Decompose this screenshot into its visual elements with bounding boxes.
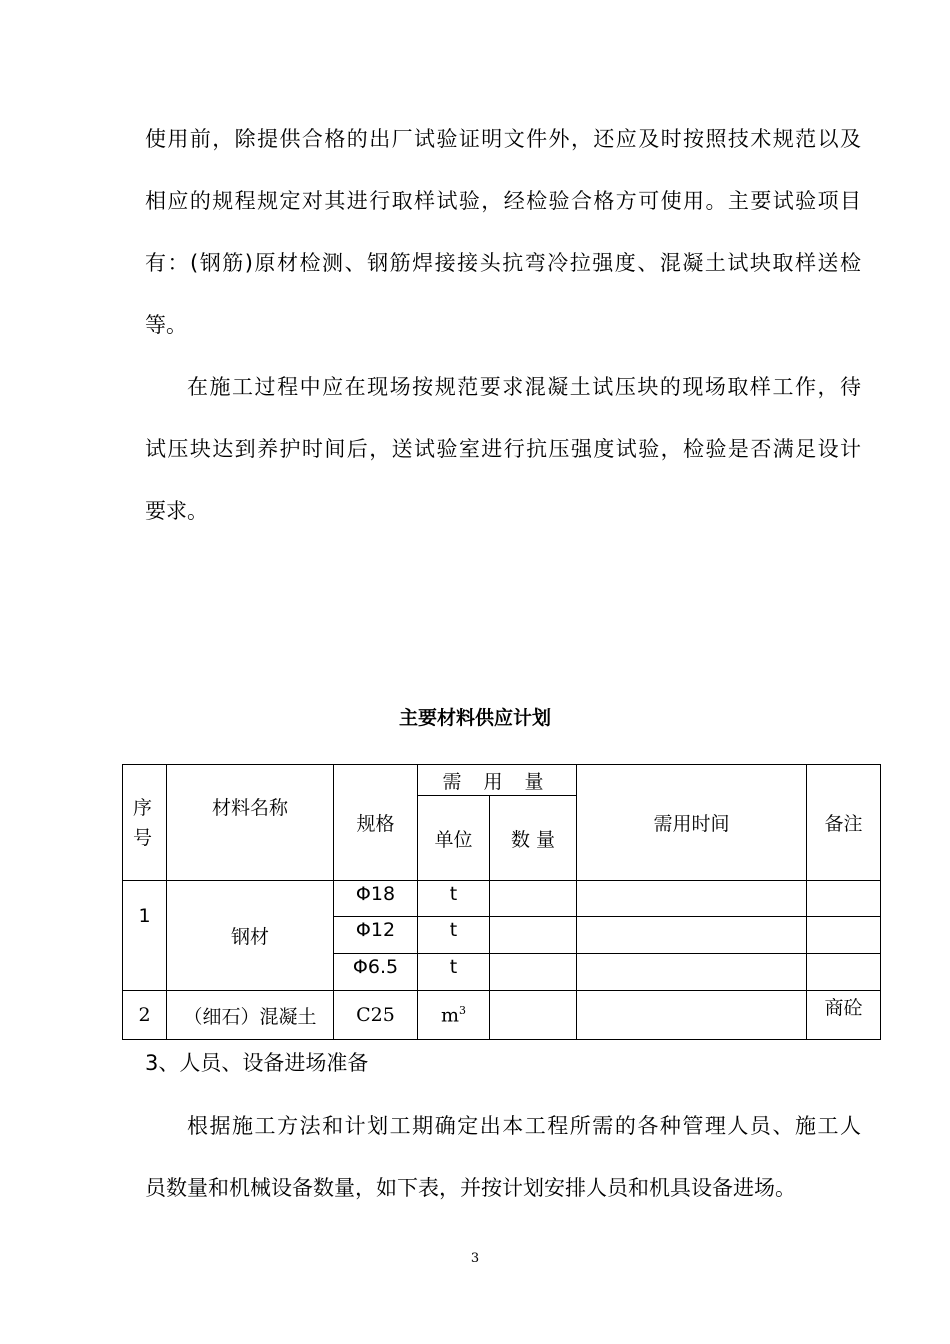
row-time [577, 991, 807, 1040]
row-unit: t [418, 881, 490, 917]
header-quantity: 数 量 [490, 796, 577, 881]
row-remark [807, 917, 881, 954]
row-quantity [490, 991, 577, 1040]
row-remark [807, 954, 881, 991]
header-unit: 单位 [418, 796, 490, 881]
row-unit [418, 991, 490, 1040]
text-line: 员数量和机械设备数量，如下表，并按计划安排人员和机具设备进场。 [145, 1176, 796, 1200]
row-quantity [490, 954, 577, 991]
row-unit: t [418, 917, 490, 954]
text-line: 要求。 [145, 499, 208, 523]
row-time [577, 881, 807, 917]
header-spec: 规格 [334, 765, 418, 881]
row-spec: Φ12 [334, 917, 418, 954]
row-quantity [490, 917, 577, 954]
row-spec: C25 [334, 991, 418, 1040]
row-material-name: 钢材 [167, 881, 334, 991]
row-time [577, 917, 807, 954]
row-quantity [490, 881, 577, 917]
table-title: 主要材料供应计划 [398, 707, 551, 729]
header-material-name: 材料名称 [167, 765, 334, 881]
text-line: 使用前，除提供合格的出厂试验证明文件外，还应及时按照技术规范以及 [145, 127, 861, 151]
page-number: 3 [470, 1251, 480, 1266]
row-serial: 1 [123, 881, 167, 991]
row-material-name: （细石）混凝土 [167, 991, 334, 1040]
header-time: 需用时间 [577, 765, 807, 881]
row-time [577, 954, 807, 991]
unit-text: m [440, 1004, 460, 1027]
text-line: 相应的规程规定对其进行取样试验，经检验合格方可使用。主要试验项目 [145, 189, 861, 213]
text-line: 在施工过程中应在现场按规范要求混凝土试压块的现场取样工作，待 [187, 375, 861, 399]
row-spec: Φ18 [334, 881, 418, 917]
section-heading: 3、人员、设备进场准备 [145, 1051, 369, 1075]
materials-table [122, 764, 881, 1040]
text-line: 等。 [145, 313, 187, 337]
unit-superscript: 3 [459, 1003, 467, 1017]
header-remark: 备注 [807, 765, 881, 881]
text-line: 根据施工方法和计划工期确定出本工程所需的各种管理人员、施工人 [187, 1114, 861, 1138]
row-remark [807, 881, 881, 917]
header-demand: 需 用 量 [418, 765, 577, 796]
text-line: 有：(钢筋)原材检测、钢筋焊接接头抗弯冷拉强度、混凝土试块取样送检 [145, 251, 861, 275]
row-unit: t [418, 954, 490, 991]
text-line: 试压块达到养护时间后，送试验室进行抗压强度试验，检验是否满足设计 [145, 437, 861, 461]
row-spec: Φ6.5 [334, 954, 418, 991]
row-serial: 2 [123, 991, 167, 1040]
header-serial: 序号 [123, 765, 167, 881]
row-remark: 商砼 [807, 991, 881, 1040]
